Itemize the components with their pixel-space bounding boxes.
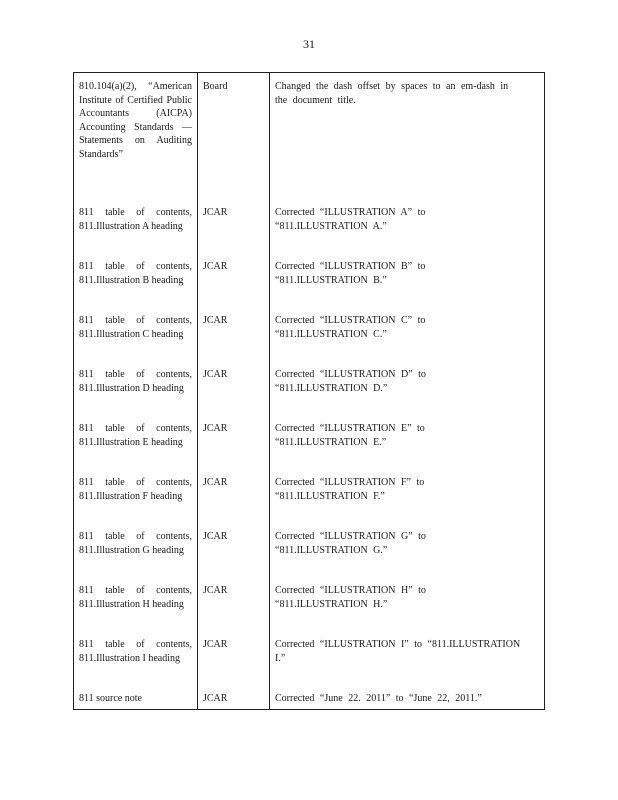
change-cell: Corrected “ILLUSTRATION E” to “811.ILLUSTRATION E.”: [270, 415, 545, 469]
section-cell: 811 table of contents, 811.Illustration F heading: [74, 469, 198, 523]
section-cell: 811 table of contents, 811.Illustration G heading: [74, 523, 198, 577]
table-row: [74, 523, 545, 577]
table-row: [74, 685, 545, 709]
change-cell: Changed the dash offset by spaces to an em-dash in the document title.: [270, 73, 545, 200]
section-cell: 810.104(a)(2), “American Institute of Certified Public Accountants (AICPA) Accounting Standards — Statements on Auditing Standards”: [74, 73, 198, 200]
source-cell: JCAR: [198, 415, 270, 469]
section-cell: 811 table of contents, 811.Illustration C heading: [74, 307, 198, 361]
table-row: [74, 631, 545, 685]
change-cell: Corrected “ILLUSTRATION G” to “811.ILLUSTRATION G.”: [270, 523, 545, 577]
table-row: [74, 307, 545, 361]
change-cell: Corrected “ILLUSTRATION A” to “811.ILLUSTRATION A.”: [270, 199, 545, 253]
change-cell: Corrected “ILLUSTRATION D” to “811.ILLUSTRATION D.”: [270, 361, 545, 415]
table-row: [74, 577, 545, 631]
table-row: [74, 253, 545, 307]
section-cell: 811 table of contents, 811.Illustration H heading: [74, 577, 198, 631]
source-cell: Board: [198, 73, 270, 200]
source-cell: JCAR: [198, 469, 270, 523]
source-cell: JCAR: [198, 685, 270, 709]
section-cell: 811 table of contents, 811.Illustration D heading: [74, 361, 198, 415]
source-cell: JCAR: [198, 361, 270, 415]
change-cell: Corrected “ILLUSTRATION I” to “811.ILLUSTRATION I.”: [270, 631, 545, 685]
table-row: [74, 415, 545, 469]
section-cell: 811 table of contents, 811.Illustration B heading: [74, 253, 198, 307]
section-cell: 811 table of contents, 811.Illustration E heading: [74, 415, 198, 469]
change-cell: Corrected “ILLUSTRATION H” to “811.ILLUSTRATION H.”: [270, 577, 545, 631]
changes-table: [73, 72, 545, 710]
source-cell: JCAR: [198, 199, 270, 253]
section-cell: 811 table of contents, 811.Illustration A heading: [74, 199, 198, 253]
table-row: [74, 199, 545, 253]
source-cell: JCAR: [198, 523, 270, 577]
page-number: 31: [303, 37, 315, 51]
table-row: [74, 73, 545, 200]
source-cell: JCAR: [198, 253, 270, 307]
change-cell: Corrected “ILLUSTRATION C” to “811.ILLUSTRATION C.”: [270, 307, 545, 361]
source-cell: JCAR: [198, 577, 270, 631]
source-cell: JCAR: [198, 631, 270, 685]
table-row: [74, 469, 545, 523]
table-row: [74, 361, 545, 415]
section-cell: 811 table of contents, 811.Illustration I heading: [74, 631, 198, 685]
change-cell: Corrected “ILLUSTRATION F” to “811.ILLUSTRATION F.”: [270, 469, 545, 523]
section-cell: 811 source note: [74, 685, 198, 709]
change-cell: Corrected “ILLUSTRATION B” to “811.ILLUSTRATION B.”: [270, 253, 545, 307]
change-cell: Corrected “June 22. 2011” to “June 22, 2011.”: [270, 685, 545, 709]
source-cell: JCAR: [198, 307, 270, 361]
